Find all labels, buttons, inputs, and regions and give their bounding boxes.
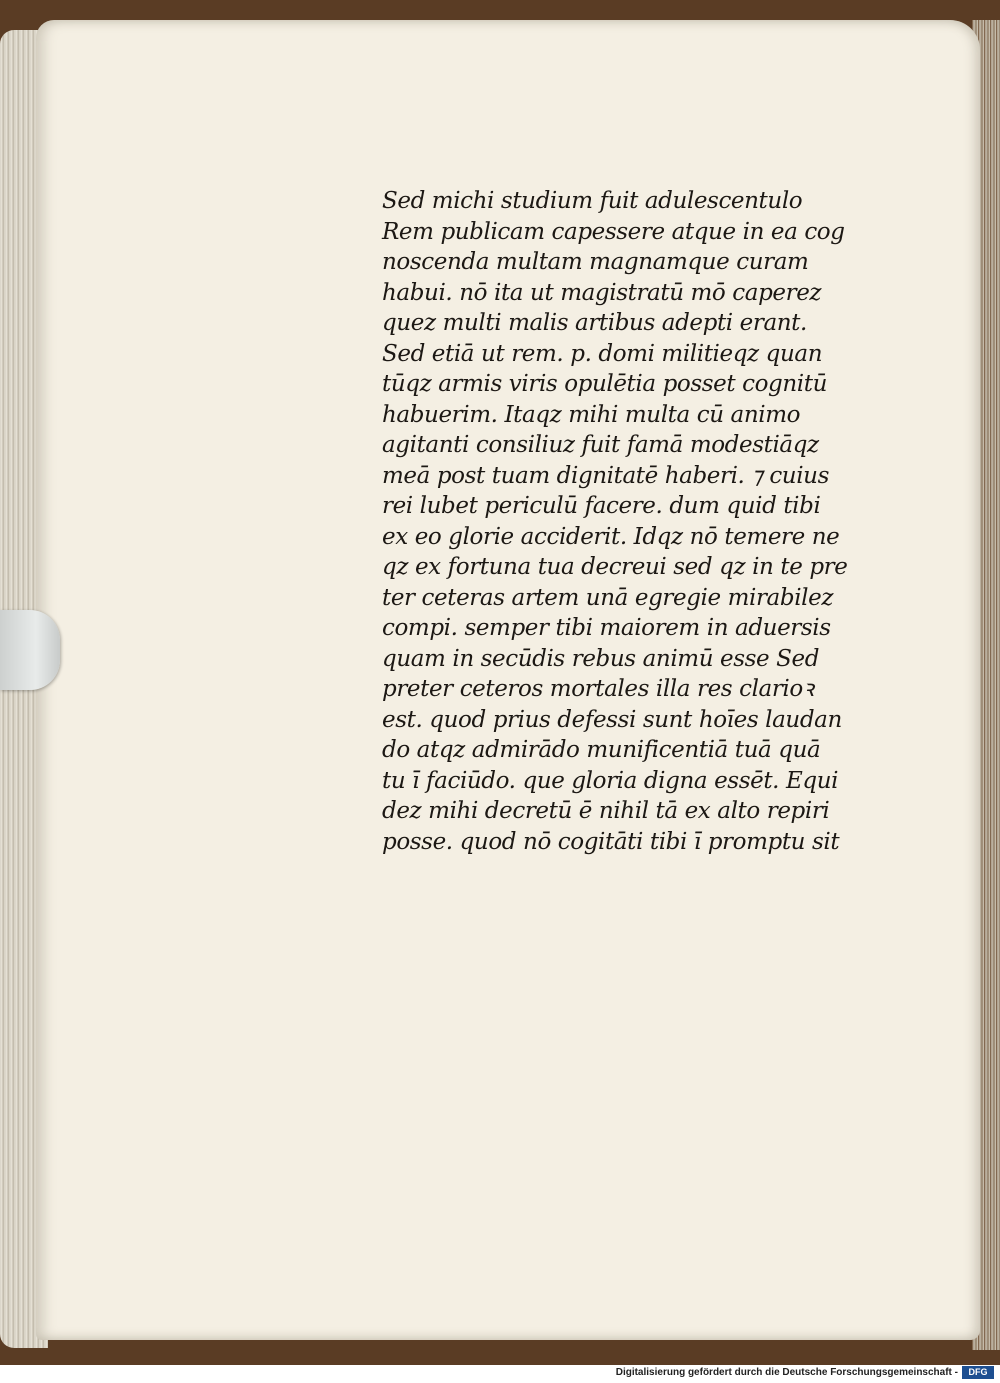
text-line: ter ceteras artem unā egregie mirabilez xyxy=(382,584,834,611)
text-line: tūqz armis viris opulētia posset cognitū xyxy=(382,371,827,397)
text-line: dez mihi decretū ē nihil tā ex alto repiri xyxy=(382,798,830,824)
book-page xyxy=(36,20,980,1340)
text-line: quam in secūdis rebus animū esse Sed xyxy=(382,645,820,672)
text-line: quez multi malis artibus adepti erant. xyxy=(382,310,807,336)
text-line: compi. semper tibi maiorem in aduersis xyxy=(382,615,831,641)
text-line: meā post tuam dignitatē haberi. ⁊ cuius xyxy=(382,462,829,489)
text-line: agitanti consiliuz fuit famā modestiāqz xyxy=(382,432,819,458)
text-line: est. quod prius defessi sunt hoīes laudan xyxy=(382,706,842,733)
text-line: rei lubet periculū facere. dum quid tibi xyxy=(382,493,821,519)
text-line: preter ceteros mortales illa res clarioꝛ xyxy=(382,676,814,702)
text-line: noscenda multam magnamque curam xyxy=(382,249,809,275)
text-line: habui. nō ita ut magistratū mō caperez xyxy=(382,279,822,306)
book-clasp xyxy=(0,610,60,690)
text-line: ex eo glorie acciderit. Idqz nō temere ne xyxy=(382,523,840,550)
text-line: posse. quod nō cogitāti tibi ī promptu sit xyxy=(382,828,840,855)
funding-credit: Digitalisierung gefördert durch die Deutsche Forschungsgemeinschaft - xyxy=(615,1367,958,1378)
text-line: Sed michi studium fuit adulescentulo xyxy=(382,188,803,214)
text-line: Rem publicam capessere atque in ea cog xyxy=(382,218,845,245)
text-line: qz ex fortuna tua decreui sed qz in te pre xyxy=(382,554,848,580)
dfg-logo: DFG xyxy=(962,1366,994,1379)
text-line: habuerim. Itaqz mihi multa cū animo xyxy=(382,401,801,428)
text-block xyxy=(382,186,912,857)
text-line: Sed etiā ut rem. p. domi militieqz quan xyxy=(382,340,823,367)
text-line: tu ī faciūdo. que gloria digna essēt. Equi xyxy=(382,767,839,794)
text-line: do atqz admirādo munificentiā tuā quā xyxy=(382,737,821,763)
